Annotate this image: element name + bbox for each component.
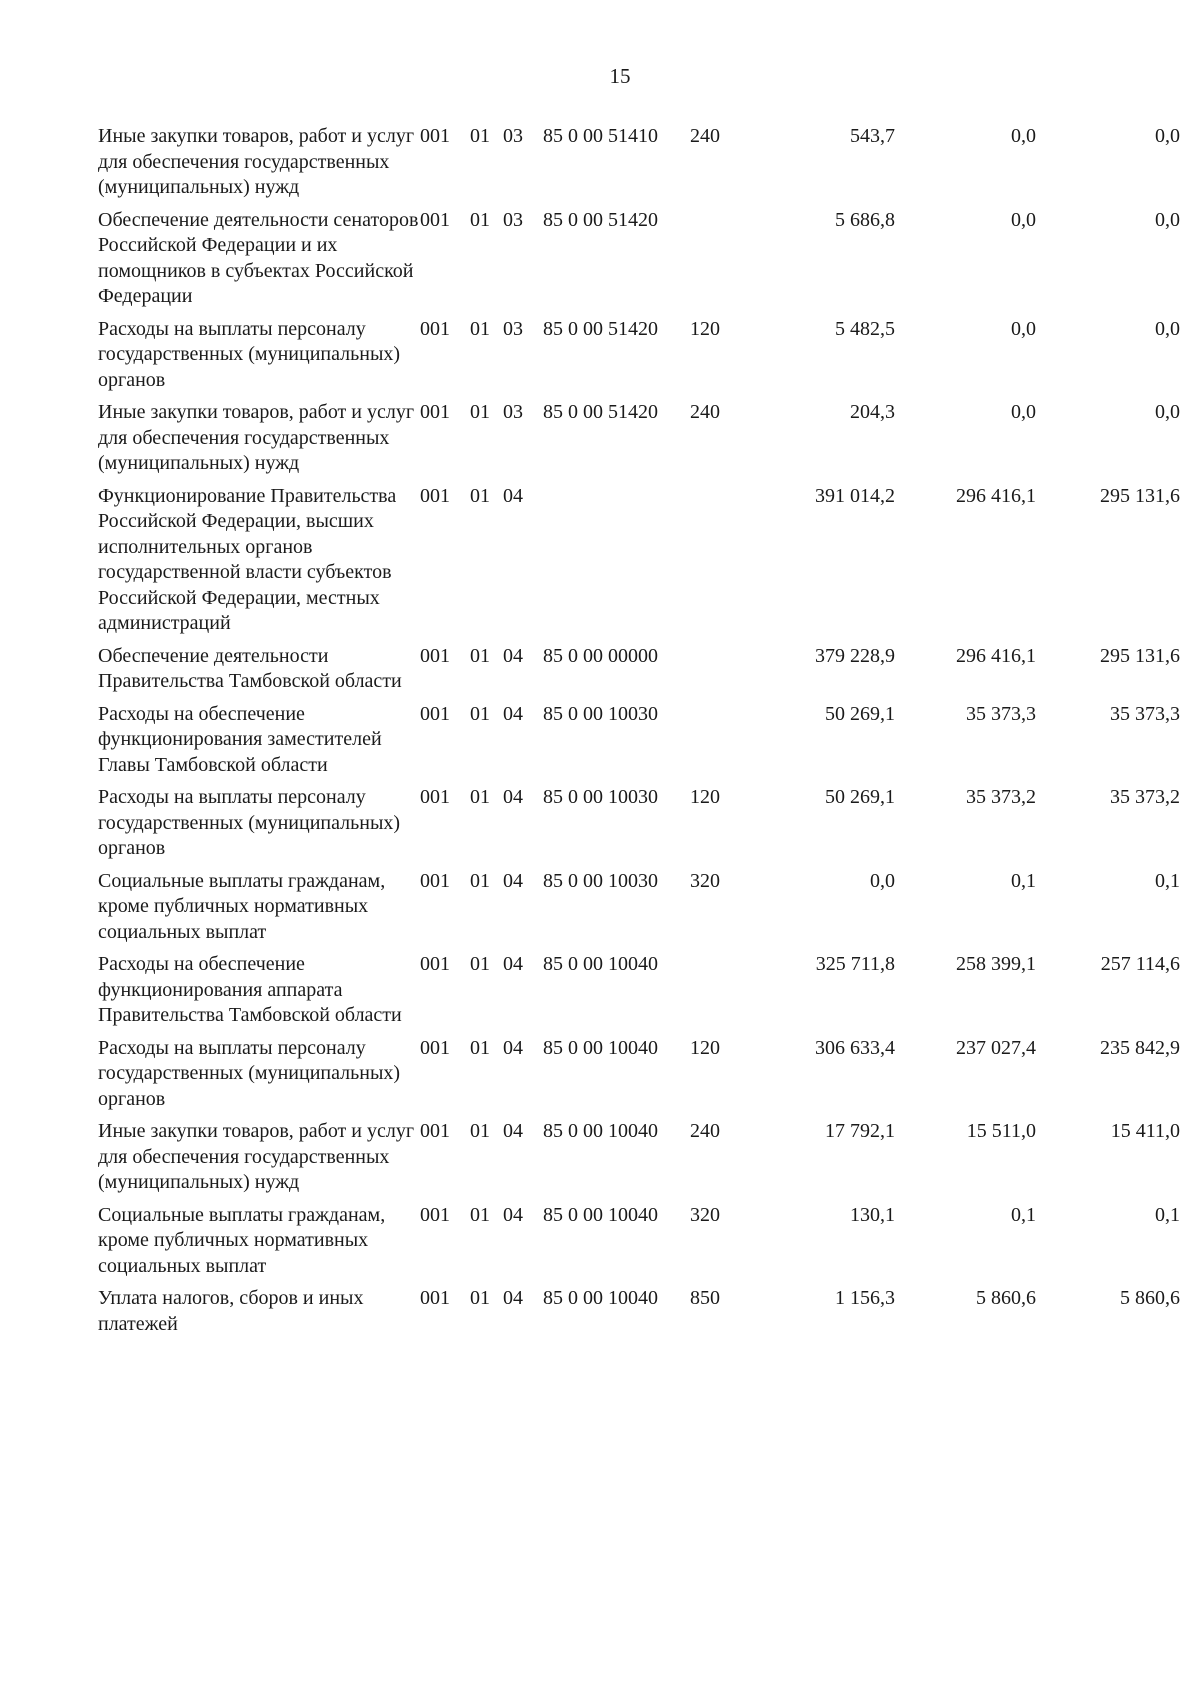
section-code: 01 — [470, 401, 490, 423]
amount-year-2: 258 399,1 — [956, 953, 1036, 975]
department-code: 001 — [420, 208, 450, 231]
target-article-code: 85 0 00 51420 — [543, 401, 658, 423]
section-code: 01 — [470, 208, 490, 231]
expense-name: Расходы на обеспечение функционирования заместителей Главы Тамбовской области — [98, 702, 382, 776]
amount-year-1: 130,1 — [850, 1203, 895, 1226]
amount-year-3: 0,0 — [1155, 208, 1180, 231]
section-code: 01 — [470, 1287, 490, 1309]
amount-year-3: 5 860,6 — [1120, 1287, 1180, 1309]
section-code: 01 — [470, 317, 490, 340]
table-row — [98, 952, 1180, 1036]
expense-name: Расходы на выплаты персоналу государственных (муниципальных) органов — [98, 1036, 401, 1110]
subsection-code: 04 — [503, 1287, 523, 1309]
department-code: 001 — [420, 1036, 450, 1059]
expense-name: Расходы на выплаты персоналу государственных (муниципальных) органов — [98, 786, 401, 859]
target-article-code: 85 0 00 51420 — [543, 208, 658, 231]
amount-year-2: 0,0 — [1011, 401, 1036, 423]
department-code: 001 — [420, 125, 450, 147]
amount-year-1: 17 792,1 — [825, 1120, 895, 1142]
amount-year-1: 5 482,5 — [835, 317, 895, 340]
amount-year-3: 0,0 — [1155, 317, 1180, 340]
subsection-code: 04 — [503, 953, 523, 975]
table-row — [98, 400, 1180, 484]
section-code: 01 — [470, 702, 490, 725]
subsection-code: 03 — [503, 401, 523, 423]
subsection-code: 04 — [503, 702, 523, 725]
department-code: 001 — [420, 786, 450, 808]
amount-year-2: 0,0 — [1011, 125, 1036, 147]
expense-name: Иные закупки товаров, работ и услуг для обеспечения государственных (муниципальных) нужд — [98, 401, 415, 474]
expense-type-code: 120 — [690, 786, 720, 808]
section-code: 01 — [470, 1203, 490, 1226]
section-code: 01 — [470, 953, 490, 975]
expense-type-code: 320 — [690, 1203, 720, 1226]
amount-year-3: 0,0 — [1155, 401, 1180, 423]
expense-type-code: 120 — [690, 1036, 720, 1059]
amount-year-1: 50 269,1 — [825, 702, 895, 725]
department-code: 001 — [420, 401, 450, 423]
section-code: 01 — [470, 1036, 490, 1059]
section-code: 01 — [470, 125, 490, 147]
amount-year-3: 257 114,6 — [1100, 953, 1180, 975]
expense-type-code: 240 — [690, 125, 720, 147]
subsection-code: 04 — [503, 1120, 523, 1142]
budget-table-body — [98, 124, 1180, 1344]
department-code: 001 — [420, 953, 450, 975]
department-code: 001 — [420, 317, 450, 340]
amount-year-2: 296 416,1 — [956, 644, 1036, 667]
amount-year-3: 35 373,3 — [1110, 702, 1180, 725]
amount-year-1: 1 156,3 — [835, 1287, 895, 1309]
amount-year-3: 35 373,2 — [1110, 786, 1180, 808]
target-article-code: 85 0 00 10030 — [543, 786, 658, 808]
expense-type-code: 850 — [690, 1287, 720, 1309]
table-row — [98, 208, 1180, 317]
table-row — [98, 869, 1180, 953]
subsection-code: 04 — [503, 1036, 523, 1059]
table-row — [98, 1036, 1180, 1120]
target-article-code: 85 0 00 10040 — [543, 1120, 658, 1142]
expense-type-code: 240 — [690, 401, 720, 423]
section-code: 01 — [470, 869, 490, 892]
subsection-code: 04 — [503, 644, 523, 667]
table-row — [98, 1203, 1180, 1287]
target-article-code: 85 0 00 10040 — [543, 1203, 658, 1226]
amount-year-2: 5 860,6 — [976, 1287, 1036, 1309]
section-code: 01 — [470, 1120, 490, 1142]
table-row — [98, 484, 1180, 644]
expense-name: Социальные выплаты гражданам, кроме публичных нормативных социальных выплат — [98, 1203, 386, 1277]
amount-year-1: 204,3 — [850, 401, 895, 423]
amount-year-2: 0,1 — [1011, 869, 1036, 892]
expense-type-code — [690, 644, 752, 702]
target-article-code: 85 0 00 51420 — [543, 317, 658, 340]
department-code: 001 — [420, 1203, 450, 1226]
department-code: 001 — [420, 869, 450, 892]
amount-year-3: 235 842,9 — [1100, 1036, 1180, 1059]
subsection-code: 04 — [503, 484, 523, 507]
amount-year-2: 296 416,1 — [956, 484, 1036, 507]
subsection-code: 03 — [503, 208, 523, 231]
expense-name: Расходы на выплаты персоналу государственных (муниципальных) органов — [98, 317, 401, 391]
amount-year-1: 0,0 — [870, 869, 895, 892]
amount-year-1: 391 014,2 — [815, 484, 895, 507]
target-article-code: 85 0 00 10040 — [543, 1287, 658, 1309]
amount-year-2: 237 027,4 — [956, 1036, 1036, 1059]
section-code: 01 — [470, 644, 490, 667]
amount-year-2: 0,0 — [1011, 208, 1036, 231]
target-article-code: 85 0 00 10040 — [543, 953, 658, 975]
budget-table — [98, 124, 1180, 1344]
department-code: 001 — [420, 702, 450, 725]
amount-year-2: 0,1 — [1011, 1203, 1036, 1226]
amount-year-2: 0,0 — [1011, 317, 1036, 340]
expense-type-code: 240 — [690, 1120, 720, 1142]
target-article-code: 85 0 00 51410 — [543, 125, 658, 147]
expense-name: Обеспечение деятельности Правительства Тамбовской области — [98, 644, 402, 692]
subsection-code: 04 — [503, 786, 523, 808]
target-article-code: 85 0 00 00000 — [543, 644, 658, 667]
amount-year-1: 543,7 — [850, 125, 895, 147]
department-code: 001 — [420, 644, 450, 667]
subsection-code: 04 — [503, 869, 523, 892]
department-code: 001 — [420, 1287, 450, 1309]
expense-name: Функционирование Правительства Российской Федерации, высших исполнительных органов государственной власти субъектов Российской Федерации, местных администраций — [98, 484, 397, 634]
target-article-code — [543, 484, 690, 644]
target-article-code: 85 0 00 10030 — [543, 869, 658, 892]
expense-name: Обеспечение деятельности сенаторов Российской Федерации и их помощников в субъектах Российской Федерации — [98, 208, 419, 307]
target-article-code: 85 0 00 10030 — [543, 702, 658, 725]
expense-type-code: 320 — [690, 869, 720, 892]
expense-type-code — [690, 702, 752, 786]
subsection-code: 03 — [503, 125, 523, 147]
table-row — [98, 702, 1180, 786]
amount-year-1: 306 633,4 — [815, 1036, 895, 1059]
department-code: 001 — [420, 1120, 450, 1142]
target-article-code: 85 0 00 10040 — [543, 1036, 658, 1059]
table-row — [98, 1119, 1180, 1203]
department-code: 001 — [420, 484, 450, 507]
amount-year-1: 379 228,9 — [815, 644, 895, 667]
table-row — [98, 124, 1180, 208]
amount-year-2: 35 373,3 — [966, 702, 1036, 725]
amount-year-3: 15 411,0 — [1110, 1120, 1180, 1142]
table-row — [98, 644, 1180, 702]
expense-name: Социальные выплаты гражданам, кроме публичных нормативных социальных выплат — [98, 869, 386, 943]
section-code: 01 — [470, 484, 490, 507]
table-row — [98, 1286, 1180, 1344]
amount-year-2: 35 373,2 — [966, 786, 1036, 808]
section-code: 01 — [470, 786, 490, 808]
table-row — [98, 317, 1180, 401]
amount-year-3: 295 131,6 — [1100, 644, 1180, 667]
expense-type-code — [690, 484, 752, 644]
expense-name: Расходы на обеспечение функционирования аппарата Правительства Тамбовской области — [98, 953, 402, 1026]
expense-type-code — [690, 952, 752, 1036]
amount-year-1: 5 686,8 — [835, 208, 895, 231]
amount-year-3: 295 131,6 — [1100, 484, 1180, 507]
amount-year-1: 325 711,8 — [815, 953, 895, 975]
amount-year-1: 50 269,1 — [825, 786, 895, 808]
amount-year-2: 15 511,0 — [966, 1120, 1036, 1142]
page-number: 15 — [609, 64, 631, 88]
subsection-code: 04 — [503, 1203, 523, 1226]
amount-year-3: 0,1 — [1155, 1203, 1180, 1226]
expense-name: Уплата налогов, сборов и иных платежей — [98, 1287, 364, 1335]
table-row — [98, 785, 1180, 869]
expense-type-code — [690, 208, 752, 317]
expense-name: Иные закупки товаров, работ и услуг для обеспечения государственных (муниципальных) нужд — [98, 125, 415, 198]
subsection-code: 03 — [503, 317, 523, 340]
amount-year-3: 0,0 — [1155, 125, 1180, 147]
expense-name: Иные закупки товаров, работ и услуг для обеспечения государственных (муниципальных) нужд — [98, 1120, 415, 1193]
expense-type-code: 120 — [690, 317, 720, 340]
amount-year-3: 0,1 — [1155, 869, 1180, 892]
